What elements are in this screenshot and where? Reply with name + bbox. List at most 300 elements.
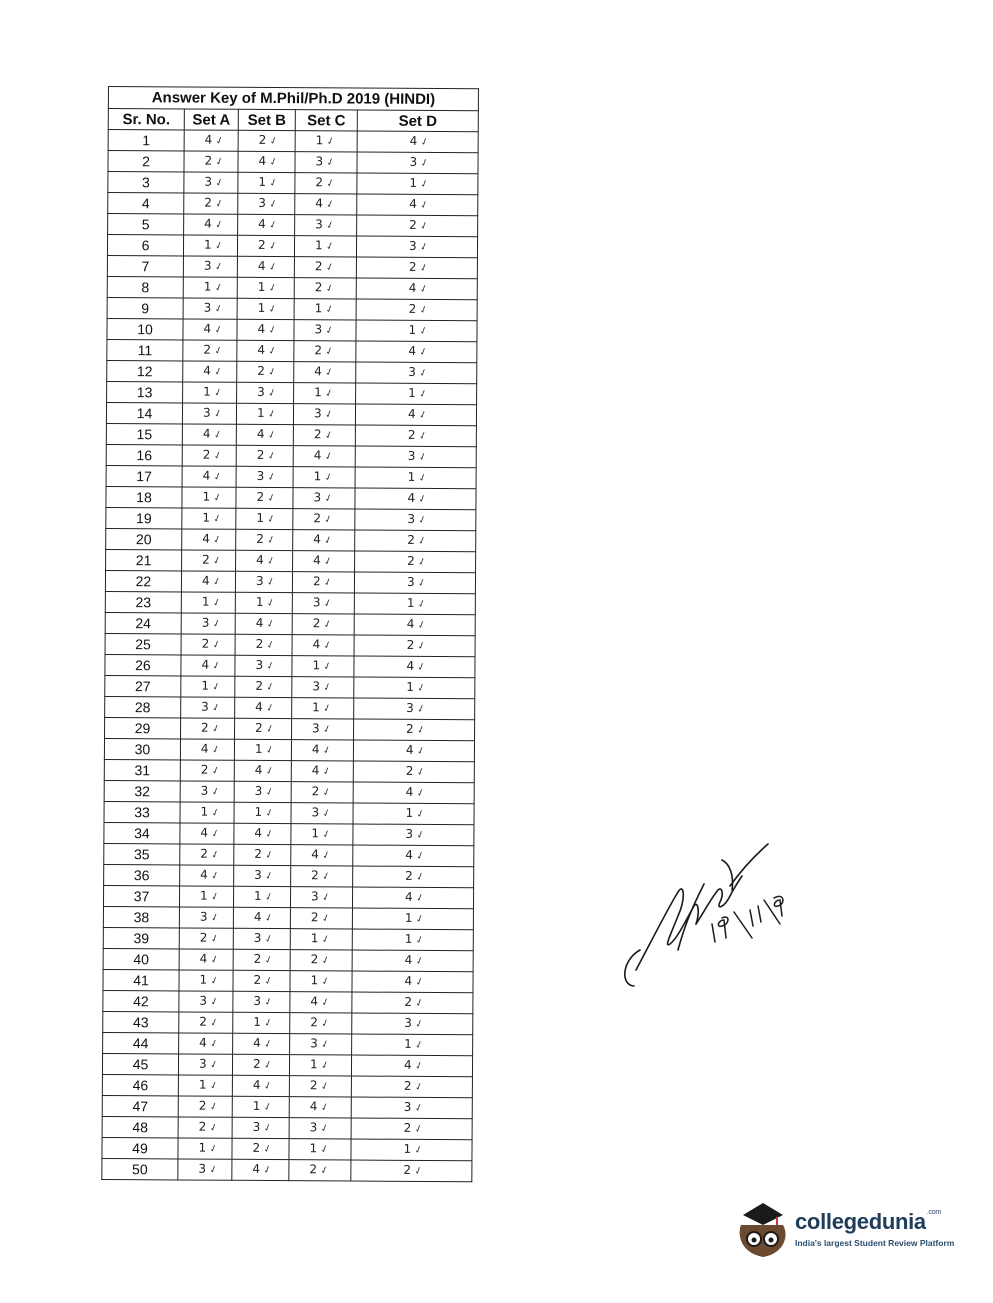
tick-mark-icon: ✓: [209, 806, 222, 820]
tick-mark-icon: ✓: [415, 681, 427, 695]
answer-cell: [232, 1096, 289, 1117]
table-body: [102, 130, 478, 1182]
answer-cell: [179, 886, 233, 907]
tick-mark-icon: ✓: [264, 617, 277, 632]
answer-cell: [183, 298, 237, 319]
tick-mark-icon: ✓: [415, 660, 427, 674]
answer-value: 4: [258, 153, 267, 168]
serial-number-cell: 11: [107, 339, 183, 360]
answer-value: 2: [314, 343, 323, 358]
answer-cell: [182, 466, 236, 487]
tick-mark-icon: ✓: [418, 198, 430, 212]
answer-cell: [292, 572, 354, 593]
tick-mark-icon: ✓: [320, 765, 333, 779]
answer-cell: [292, 593, 354, 614]
answer-value: 3: [254, 783, 263, 798]
answer-value: 2: [409, 217, 417, 232]
answer-cell: [179, 991, 233, 1012]
tick-mark-icon: ✓: [318, 1101, 331, 1115]
answer-cell: [295, 194, 357, 215]
answer-cell: [357, 152, 478, 174]
serial-number-cell: 48: [102, 1116, 178, 1137]
answer-cell: [356, 278, 477, 300]
serial-number-cell: 31: [104, 759, 180, 780]
tick-mark-icon: ✓: [266, 407, 278, 422]
tick-mark-icon: ✓: [263, 911, 275, 926]
answer-value: 1: [314, 385, 322, 400]
tick-mark-icon: ✓: [319, 1017, 331, 1031]
answer-cell: [354, 698, 475, 720]
tick-mark-icon: ✓: [416, 513, 428, 527]
tick-mark-icon: ✓: [264, 638, 277, 653]
answer-value: 1: [406, 679, 415, 694]
answer-cell: [238, 172, 295, 193]
answer-value: 2: [254, 846, 262, 861]
tick-mark-icon: ✓: [321, 639, 334, 653]
tick-mark-icon: ✓: [318, 1164, 330, 1178]
tick-mark-icon: ✓: [207, 1100, 220, 1114]
answer-cell: [180, 865, 234, 886]
answer-value: 4: [203, 321, 212, 336]
answer-value: 3: [409, 154, 418, 169]
table-row: [106, 507, 476, 530]
tick-mark-icon: ✓: [262, 953, 275, 968]
logo-tagline: India's largest Student Review Platform: [795, 1238, 955, 1248]
answer-cell: [233, 949, 290, 970]
answer-cell: [289, 1097, 351, 1118]
answer-cell: [353, 761, 474, 783]
tick-mark-icon: ✓: [263, 890, 275, 905]
serial-number-cell: 15: [106, 423, 182, 444]
answer-value: 2: [258, 132, 267, 147]
tick-mark-icon: ✓: [323, 408, 335, 422]
answer-value: 2: [255, 720, 263, 735]
answer-cell: [235, 697, 292, 718]
answer-cell: [178, 1159, 232, 1180]
tick-mark-icon: ✓: [264, 680, 276, 695]
serial-number-cell: 45: [102, 1053, 178, 1074]
serial-number-cell: 44: [103, 1032, 179, 1053]
answer-cell: [238, 214, 295, 235]
answer-cell: [235, 655, 292, 676]
answer-cell: [351, 1139, 472, 1161]
tick-mark-icon: ✓: [324, 261, 336, 275]
tick-mark-icon: ✓: [266, 365, 278, 380]
answer-cell: [236, 424, 293, 445]
collegedunia-logo: [733, 1195, 963, 1265]
serial-number-cell: 23: [105, 591, 181, 612]
logo-wordmark: collegedunia$^{.com}$: [795, 1209, 941, 1234]
answer-value: 2: [252, 1056, 261, 1071]
answer-value: 1: [404, 931, 413, 946]
table-row: [103, 969, 473, 992]
serial-number-cell: 10: [107, 318, 183, 339]
answer-cell: [355, 425, 476, 447]
table-row: [102, 1095, 472, 1118]
table-row: [106, 528, 476, 551]
answer-value: 4: [253, 1035, 261, 1050]
column-header: Set C: [295, 110, 357, 131]
tick-mark-icon: ✓: [322, 597, 334, 611]
serial-number-cell: 46: [102, 1074, 178, 1095]
answer-value: 4: [314, 364, 322, 379]
tick-mark-icon: ✓: [418, 240, 430, 254]
answer-cell: [291, 740, 353, 761]
answer-value: 4: [257, 258, 266, 273]
tick-mark-icon: ✓: [322, 534, 334, 548]
tick-mark-icon: ✓: [320, 891, 332, 905]
tick-mark-icon: ✓: [208, 1058, 220, 1072]
answer-cell: [236, 508, 293, 529]
tick-mark-icon: ✓: [209, 785, 222, 799]
answer-cell: [184, 172, 238, 193]
answer-value: 4: [252, 1161, 261, 1176]
tick-mark-icon: ✓: [320, 786, 333, 800]
tick-mark-icon: ✓: [207, 1142, 220, 1156]
tick-mark-icon: ✓: [321, 618, 334, 632]
tick-mark-icon: ✓: [323, 366, 335, 380]
answer-value: 3: [311, 889, 319, 904]
answer-value: 3: [403, 1099, 412, 1114]
answer-cell: [181, 676, 235, 697]
answer-cell: [180, 739, 234, 760]
answer-cell: [179, 1033, 233, 1054]
answer-value: 4: [200, 867, 208, 882]
answer-cell: [233, 886, 290, 907]
answer-cell: [289, 1139, 351, 1160]
answer-cell: [233, 991, 290, 1012]
tick-mark-icon: ✓: [319, 996, 331, 1010]
serial-number-cell: 50: [102, 1158, 178, 1179]
tick-mark-icon: ✓: [417, 282, 430, 296]
answer-cell: [182, 529, 236, 550]
tick-mark-icon: ✓: [415, 702, 427, 716]
answer-value: 4: [313, 532, 321, 547]
answer-cell: [233, 1033, 290, 1054]
table-row: [106, 444, 476, 467]
tick-mark-icon: ✓: [413, 1080, 425, 1094]
tick-mark-icon: ✓: [210, 701, 222, 715]
answer-value: 3: [202, 405, 211, 420]
answer-cell: [293, 551, 355, 572]
answer-value: 1: [408, 322, 417, 337]
tick-mark-icon: ✓: [265, 575, 277, 590]
answer-value: 1: [254, 741, 263, 756]
answer-cell: [234, 739, 291, 760]
answer-value: 3: [310, 1036, 318, 1051]
table-row: [108, 151, 478, 174]
answer-value: 3: [404, 1015, 412, 1030]
tick-mark-icon: ✓: [413, 996, 425, 1010]
answer-cell: [182, 403, 236, 424]
serial-number-cell: 19: [106, 507, 182, 528]
column-header: Sr. No.: [108, 109, 184, 130]
answer-value: 4: [409, 196, 417, 211]
answer-cell: [236, 445, 293, 466]
answer-value: 3: [198, 1161, 207, 1176]
mascot-icon: [733, 1195, 793, 1265]
serial-number-cell: 26: [105, 654, 181, 675]
tick-mark-icon: ✓: [417, 366, 429, 380]
tick-mark-icon: ✓: [213, 176, 225, 190]
title-row: [108, 87, 478, 111]
answer-value: 1: [314, 301, 323, 316]
answer-value: 1: [408, 385, 416, 400]
answer-value: 1: [201, 594, 210, 609]
answer-cell: [354, 677, 475, 699]
answer-value: 1: [254, 804, 263, 819]
tick-mark-icon: ✓: [416, 534, 428, 548]
answer-value: 2: [257, 237, 266, 252]
answer-value: 4: [254, 762, 263, 777]
answer-value: 4: [406, 658, 415, 673]
answer-value: 1: [310, 973, 319, 988]
tick-mark-icon: ✓: [262, 1058, 274, 1073]
answer-cell: [184, 151, 238, 172]
answer-cell: [295, 215, 357, 236]
answer-value: 4: [406, 616, 415, 631]
answer-value: 3: [203, 258, 212, 273]
handwritten-signature: [612, 820, 812, 1000]
answer-cell: [233, 907, 290, 928]
answer-cell: [356, 299, 477, 321]
answer-value: 2: [201, 636, 210, 651]
answer-cell: [232, 1159, 289, 1180]
answer-value: 3: [254, 867, 262, 882]
answer-value: 4: [309, 1099, 318, 1114]
tick-mark-icon: ✓: [412, 1164, 424, 1178]
serial-number-cell: 32: [104, 780, 180, 801]
answer-cell: [234, 802, 291, 823]
answer-value: 2: [199, 930, 208, 945]
answer-cell: [357, 215, 478, 237]
serial-number-cell: 8: [107, 276, 183, 297]
answer-cell: [290, 971, 352, 992]
tick-mark-icon: ✓: [414, 786, 427, 800]
serial-number-cell: 22: [105, 570, 181, 591]
answer-value: 1: [256, 510, 265, 525]
answer-value: 3: [405, 826, 414, 841]
answer-value: 4: [254, 825, 263, 840]
answer-value: 4: [200, 741, 209, 756]
answer-cell: [232, 1075, 289, 1096]
tick-mark-icon: ✓: [211, 449, 224, 463]
answer-cell: [293, 467, 355, 488]
serial-number-cell: 29: [105, 717, 181, 738]
answer-value: 2: [406, 721, 414, 736]
tick-mark-icon: ✓: [418, 219, 430, 233]
answer-value: 4: [257, 321, 266, 336]
answer-cell: [354, 614, 475, 636]
answer-value: 4: [252, 1077, 261, 1092]
answer-value: 3: [203, 300, 212, 315]
answer-value: 1: [403, 1141, 412, 1156]
answer-cell: [237, 235, 294, 256]
answer-cell: [353, 782, 474, 804]
answer-cell: [352, 908, 473, 930]
tick-mark-icon: ✓: [212, 344, 224, 358]
answer-cell: [292, 656, 354, 677]
answer-cell: [234, 760, 291, 781]
answer-value: 1: [309, 1057, 318, 1072]
answer-value: 4: [200, 825, 209, 840]
answer-cell: [352, 950, 473, 972]
serial-number-cell: 47: [102, 1095, 178, 1116]
answer-value: 2: [408, 259, 417, 274]
tick-mark-icon: ✓: [417, 387, 429, 401]
tick-mark-icon: ✓: [213, 260, 225, 274]
tick-mark-icon: ✓: [263, 806, 276, 821]
answer-cell: [181, 697, 235, 718]
tick-mark-icon: ✓: [264, 722, 276, 737]
answer-value: 1: [409, 175, 418, 190]
tick-mark-icon: ✓: [322, 450, 335, 464]
tick-mark-icon: ✓: [418, 261, 430, 275]
tick-mark-icon: ✓: [266, 323, 279, 338]
answer-cell: [290, 908, 352, 929]
answer-cell: [353, 824, 474, 846]
answer-key-table: [101, 86, 479, 1182]
answer-cell: [182, 508, 236, 529]
tick-mark-icon: ✓: [261, 1100, 274, 1115]
answer-value: 4: [409, 133, 418, 148]
tick-mark-icon: ✓: [414, 891, 426, 905]
serial-number-cell: 38: [103, 906, 179, 927]
answer-cell: [183, 235, 237, 256]
answer-value: 2: [252, 1140, 261, 1155]
table-row: [102, 1074, 472, 1097]
answer-cell: [352, 992, 473, 1014]
tick-mark-icon: ✓: [265, 470, 278, 485]
table-row: [103, 990, 473, 1013]
tick-mark-icon: ✓: [262, 1079, 274, 1094]
answer-cell: [237, 361, 294, 382]
tick-mark-icon: ✓: [267, 134, 280, 149]
answer-cell: [291, 761, 353, 782]
tick-mark-icon: ✓: [265, 533, 277, 548]
tick-mark-icon: ✓: [210, 659, 222, 673]
tick-mark-icon: ✓: [321, 723, 333, 737]
tick-mark-icon: ✓: [265, 512, 277, 527]
tick-mark-icon: ✓: [413, 1038, 425, 1052]
serial-number-cell: 20: [106, 528, 182, 549]
answer-cell: [354, 572, 475, 594]
tick-mark-icon: ✓: [323, 387, 335, 401]
table-row: [108, 214, 478, 237]
answer-key-sheet: [101, 86, 478, 1182]
serial-number-cell: 9: [107, 297, 183, 318]
tick-mark-icon: ✓: [322, 555, 334, 569]
tick-mark-icon: ✓: [413, 1059, 425, 1073]
answer-value: 4: [408, 280, 417, 295]
tick-mark-icon: ✓: [323, 324, 336, 338]
answer-value: 4: [405, 847, 413, 862]
answer-value: 1: [254, 888, 262, 903]
answer-value: 4: [405, 784, 414, 799]
answer-value: 2: [257, 363, 265, 378]
answer-cell: [232, 1138, 289, 1159]
answer-value: 3: [198, 1056, 207, 1071]
answer-value: 2: [312, 616, 321, 631]
tick-mark-icon: ✓: [210, 743, 222, 757]
answer-value: 4: [403, 1057, 412, 1072]
tick-mark-icon: ✓: [213, 218, 225, 232]
tick-mark-icon: ✓: [208, 932, 221, 946]
answer-cell: [357, 194, 478, 216]
answer-value: 4: [311, 847, 319, 862]
table-row: [103, 1011, 473, 1034]
tick-mark-icon: ✓: [264, 701, 276, 716]
answer-cell: [236, 466, 293, 487]
answer-value: 3: [257, 384, 265, 399]
answer-value: 3: [199, 993, 208, 1008]
tick-mark-icon: ✓: [209, 869, 221, 883]
header-row: [108, 109, 478, 132]
answer-value: 2: [314, 280, 323, 295]
answer-cell: [352, 971, 473, 993]
tick-mark-icon: ✓: [262, 974, 275, 989]
answer-cell: [234, 844, 291, 865]
answer-value: 4: [310, 994, 319, 1009]
tick-mark-icon: ✓: [417, 303, 430, 317]
answer-value: 3: [315, 217, 323, 232]
serial-number-cell: 36: [104, 864, 180, 885]
answer-cell: [357, 131, 478, 153]
answer-cell: [356, 383, 477, 405]
answer-value: 3: [309, 1120, 318, 1135]
answer-value: 2: [403, 1162, 412, 1177]
answer-cell: [292, 635, 354, 656]
answer-value: 2: [202, 447, 211, 462]
table-row: [104, 864, 474, 887]
tick-mark-icon: ✓: [324, 135, 337, 149]
answer-value: 4: [312, 637, 321, 652]
answer-cell: [353, 740, 474, 762]
answer-value: 1: [313, 469, 322, 484]
tick-mark-icon: ✓: [208, 1016, 220, 1030]
tick-mark-icon: ✓: [415, 618, 428, 632]
serial-number-cell: 2: [108, 151, 184, 172]
answer-cell: [290, 950, 352, 971]
tick-mark-icon: ✓: [321, 702, 333, 716]
answer-value: 3: [200, 783, 209, 798]
answer-value: 1: [255, 594, 264, 609]
answer-cell: [294, 362, 356, 383]
table-row: [104, 780, 474, 803]
answer-value: 2: [313, 427, 322, 442]
tick-mark-icon: ✓: [413, 975, 426, 989]
answer-value: 1: [257, 279, 266, 294]
answer-cell: [235, 718, 292, 739]
answer-value: 2: [256, 489, 265, 504]
answer-value: 4: [256, 426, 265, 441]
answer-cell: [234, 865, 291, 886]
tick-mark-icon: ✓: [267, 197, 279, 212]
tick-mark-icon: ✓: [213, 197, 225, 211]
serial-number-cell: 43: [103, 1011, 179, 1032]
answer-cell: [292, 698, 354, 719]
answer-cell: [351, 1097, 472, 1119]
tick-mark-icon: ✓: [266, 302, 279, 317]
answer-cell: [235, 592, 292, 613]
answer-cell: [183, 340, 237, 361]
answer-cell: [181, 634, 235, 655]
serial-number-cell: 49: [102, 1137, 178, 1158]
answer-value: 2: [201, 720, 209, 735]
tick-mark-icon: ✓: [417, 345, 429, 359]
serial-number-cell: 7: [107, 255, 183, 276]
table-row: [108, 130, 478, 153]
